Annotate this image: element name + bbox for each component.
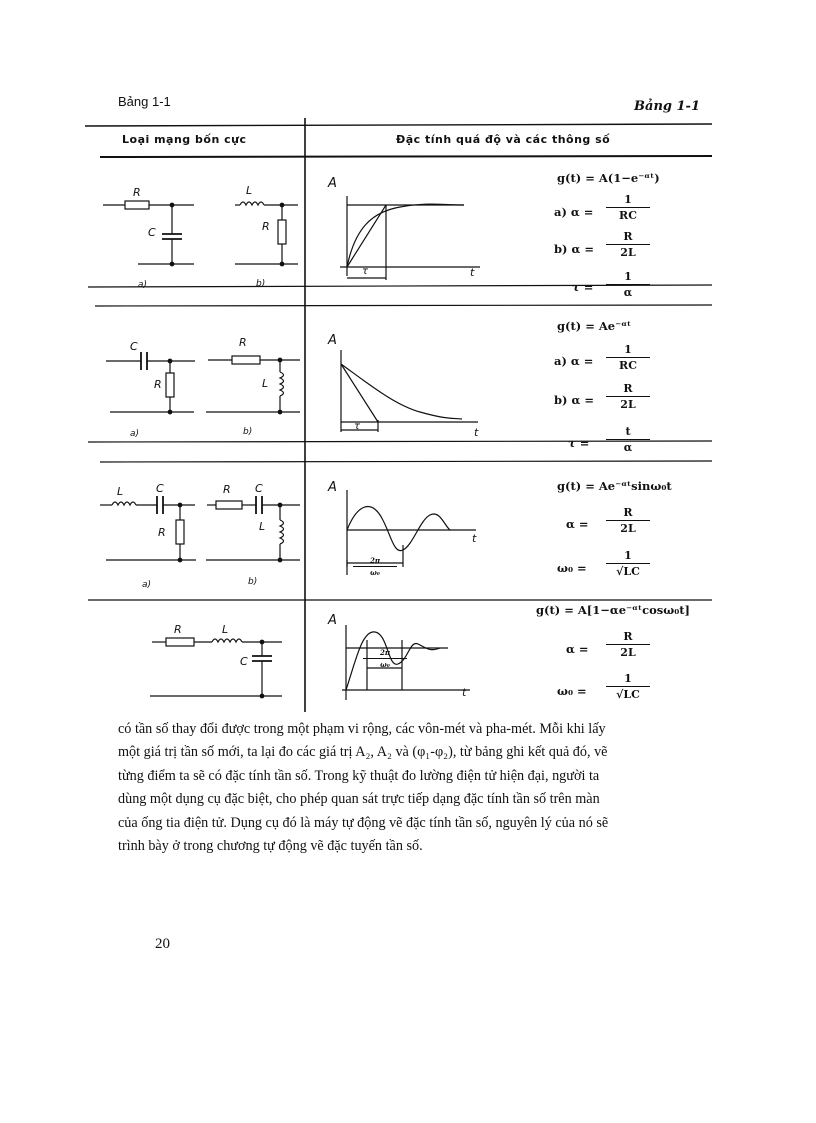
r3-graph-period [353, 556, 397, 577]
r2-param-b-num: R [606, 382, 650, 397]
r2-sub-a: a) [130, 429, 140, 439]
r3-label-L2: L [259, 520, 266, 533]
graph-2 [341, 350, 478, 432]
r1-tau-num: 1 [606, 270, 650, 285]
r4-label-R: R [174, 623, 182, 636]
r3-param-b-label: ω₀ = [557, 561, 587, 575]
r3-period-den: ω₀ [370, 568, 380, 577]
r1-label-R: R [133, 186, 141, 199]
r2-graph-A: A [328, 333, 337, 348]
r2-param-b-label: b) α = [554, 393, 594, 407]
r4-period-num: 2π [363, 648, 407, 659]
r1-graph-t: t [470, 266, 475, 279]
r1-tau-den: α [623, 286, 633, 299]
r2-param-a-frac [606, 343, 650, 372]
r1-param-a-num: 1 [606, 193, 650, 208]
header-right: Đặc tính quá độ và các thông số [396, 133, 611, 146]
circuit-3a [100, 496, 196, 562]
r1-param-b-frac [606, 230, 650, 259]
r2-label-R: R [154, 378, 162, 391]
r3-label-C2: C [255, 482, 263, 495]
row-divider-4 [100, 461, 712, 462]
paragraph-line: một giá trị tần số mới, ta lại đo các giá trị A₂, A₂ và (φ₁-φ₂), từ bảng ghi kết quả đó, vẽ [118, 744, 608, 761]
r3-param-a-num: R [606, 506, 650, 521]
table-caption-right: Bảng 1-1 [634, 99, 700, 114]
r2-param-a-num: 1 [606, 343, 650, 358]
r4-param-b-frac [606, 672, 650, 701]
r2-tau-label: τ = [568, 436, 590, 450]
r2-label-L: L [262, 377, 269, 390]
r1-param-b-label: b) α = [554, 242, 594, 256]
table-top-rule [85, 124, 712, 126]
paragraph-line: dùng một dụng cụ đặc biệt, cho phép quan sát trực tiếp dạng đặc tính tần số trên màn [118, 791, 600, 808]
r3-param-b-frac [606, 549, 650, 578]
table-header-rule [100, 156, 712, 157]
r2-label-R2: R [239, 336, 247, 349]
r2-param-b-frac [606, 382, 650, 411]
r1-tau-label: τ = [572, 280, 594, 294]
r1-param-b-num: R [606, 230, 650, 245]
r3-param-b-den: √LC [616, 565, 640, 578]
r1-formula-main: g(t) = A(1−e⁻ᵅᵗ) [557, 171, 660, 185]
r2-param-a-label: a) α = [554, 354, 594, 368]
page-number: 20 [155, 936, 170, 952]
circuit-4 [150, 638, 282, 698]
r4-graph-t: t [462, 686, 467, 699]
r1-graph-tau: τ [362, 266, 369, 277]
r4-param-a-frac [606, 630, 650, 659]
r2-graph-tau: τ [354, 421, 361, 432]
r3-sub-b: b) [248, 577, 258, 587]
circuit-1b [235, 202, 298, 266]
r3-param-a-den: 2L [620, 522, 636, 535]
circuit-2b [206, 356, 300, 414]
r4-graph-period [363, 648, 407, 669]
r4-param-b-den: √LC [616, 688, 640, 701]
circuit-2a [106, 352, 195, 414]
r4-param-b-num: 1 [606, 672, 650, 687]
r1-label-C: C [148, 226, 156, 239]
r1-sub-a: a) [138, 280, 148, 290]
paragraph-line: trình bày ở trong chương tự động vẽ đặc tuyến tần số. [118, 838, 423, 855]
r1-sub-b: b) [256, 279, 266, 289]
r4-param-a-label: α = [566, 642, 589, 656]
r3-param-a-label: α = [566, 517, 589, 531]
paragraph-line: có tần số thay đổi được trong một phạm vi rộng, các vôn-mét và pha-mét. Mỗi khi lấy [118, 721, 606, 737]
r3-graph-t: t [472, 532, 477, 545]
r2-label-C: C [130, 340, 138, 353]
r4-label-C: C [240, 655, 248, 668]
r1-tau-frac [606, 270, 650, 299]
r1-graph-A: A [328, 176, 337, 191]
r3-graph-A: A [328, 480, 337, 495]
graph-1 [340, 196, 480, 280]
r4-param-a-num: R [606, 630, 650, 645]
r3-period-num: 2π [353, 556, 397, 567]
table-caption-left: Bảng 1-1 [118, 94, 171, 109]
r3-label-C: C [156, 482, 164, 495]
r1-param-b-den: 2L [620, 246, 636, 259]
paragraph-line: từng điểm ta sẽ có đặc tính tần số. Trong kỹ thuật đo lường điện tử hiện đại, người ta [118, 767, 600, 784]
body-paragraph [118, 718, 698, 858]
r2-graph-t: t [474, 426, 479, 439]
r2-sub-b: b) [243, 427, 253, 437]
r4-formula-main: g(t) = A[1−αe⁻ᵅᵗcosω₀t] [536, 603, 690, 617]
r2-tau-den: α [623, 441, 633, 454]
r1-label-L: L [246, 184, 253, 197]
r3-param-a-frac [606, 506, 650, 535]
r3-formula-main: g(t) = Ae⁻ᵅᵗsinω₀t [557, 479, 672, 493]
circuit-3b [206, 496, 300, 562]
r3-sub-a: a) [142, 580, 152, 590]
r1-label-R2: R [262, 220, 270, 233]
r2-param-b-den: 2L [620, 398, 636, 411]
paragraph-line: của ống tia điện tử. Dụng cụ đó là máy tự động vẽ đặc tính tần số, nguyên lý của nó sẽ [118, 814, 609, 831]
r3-label-R2: R [223, 483, 231, 496]
r4-param-a-den: 2L [620, 646, 636, 659]
r2-param-a-den: RC [619, 359, 637, 372]
r2-formula-main: g(t) = Ae⁻ᵅᵗ [557, 319, 632, 333]
header-left: Loại mạng bốn cực [122, 133, 247, 146]
r2-tau-frac [606, 425, 650, 454]
r4-period-den: ω₀ [380, 660, 390, 669]
r3-label-R: R [158, 526, 166, 539]
r3-label-L: L [117, 485, 124, 498]
r4-param-b-label: ω₀ = [557, 684, 587, 698]
row-divider-2 [95, 305, 712, 306]
r1-param-a-frac [606, 193, 650, 222]
r4-graph-A: A [328, 613, 337, 628]
r3-param-b-num: 1 [606, 549, 650, 564]
r1-param-a-den: RC [619, 209, 637, 222]
r2-tau-num: t [606, 425, 650, 440]
r1-param-a-label: a) α = [554, 205, 594, 219]
r4-label-L: L [222, 623, 229, 636]
